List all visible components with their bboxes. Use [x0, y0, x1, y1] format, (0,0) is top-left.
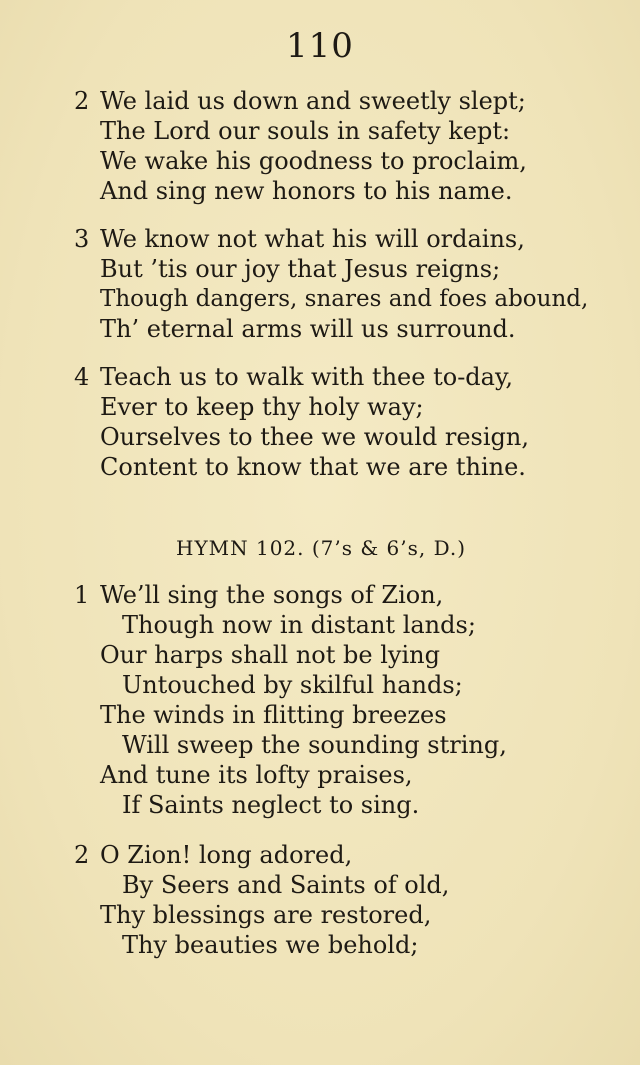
verse-line: O Zion! long adored, [100, 841, 353, 869]
verse-number: 1 [74, 581, 90, 609]
verse-line: Untouched by skilful hands; [122, 671, 463, 699]
verse-line: By Seers and Saints of old, [122, 871, 450, 899]
verse-number: 3 [74, 225, 90, 253]
verse-line: Th’ eternal arms will us surround. [100, 315, 516, 343]
verse-line: If Saints neglect to sing. [122, 791, 420, 819]
verse-line: We’ll sing the songs of Zion, [100, 581, 444, 609]
verse-line: Teach us to walk with thee to-day, [100, 363, 513, 391]
verse-number: 2 [74, 841, 90, 869]
hymn-heading: HYMN 102. (7’s & 6’s, D.) [176, 536, 467, 560]
verse-line: Ever to keep thy holy way; [100, 393, 424, 421]
verse-number: 2 [74, 87, 90, 115]
verse-line: Though now in distant lands; [122, 611, 476, 639]
verse-line: And tune its lofty praises, [100, 761, 413, 789]
verse-line: Thy beauties we behold; [122, 931, 419, 959]
verse-line: But ’tis our joy that Jesus reigns; [100, 255, 501, 283]
verse-line: We know not what his will ordains, [100, 225, 525, 253]
verse-line: Ourselves to thee we would resign, [100, 423, 529, 451]
verse-number: 4 [74, 363, 90, 391]
page-number: 110 [286, 26, 354, 66]
verse-line: We wake his goodness to proclaim, [100, 147, 527, 175]
verse-line: Our harps shall not be lying [100, 641, 440, 669]
verse-line: Thy blessings are restored, [100, 901, 432, 929]
verse-line: We laid us down and sweetly slept; [100, 87, 526, 115]
verse-line: Will sweep the sounding string, [122, 731, 507, 759]
verse-line: The winds in flitting breezes [100, 701, 447, 729]
verse-line: And sing new honors to his name. [100, 177, 513, 205]
verse-line: The Lord our souls in safety kept: [100, 117, 511, 145]
verse-line: Though dangers, snares and foes abound, [100, 286, 589, 312]
verse-line: Content to know that we are thine. [100, 453, 526, 481]
